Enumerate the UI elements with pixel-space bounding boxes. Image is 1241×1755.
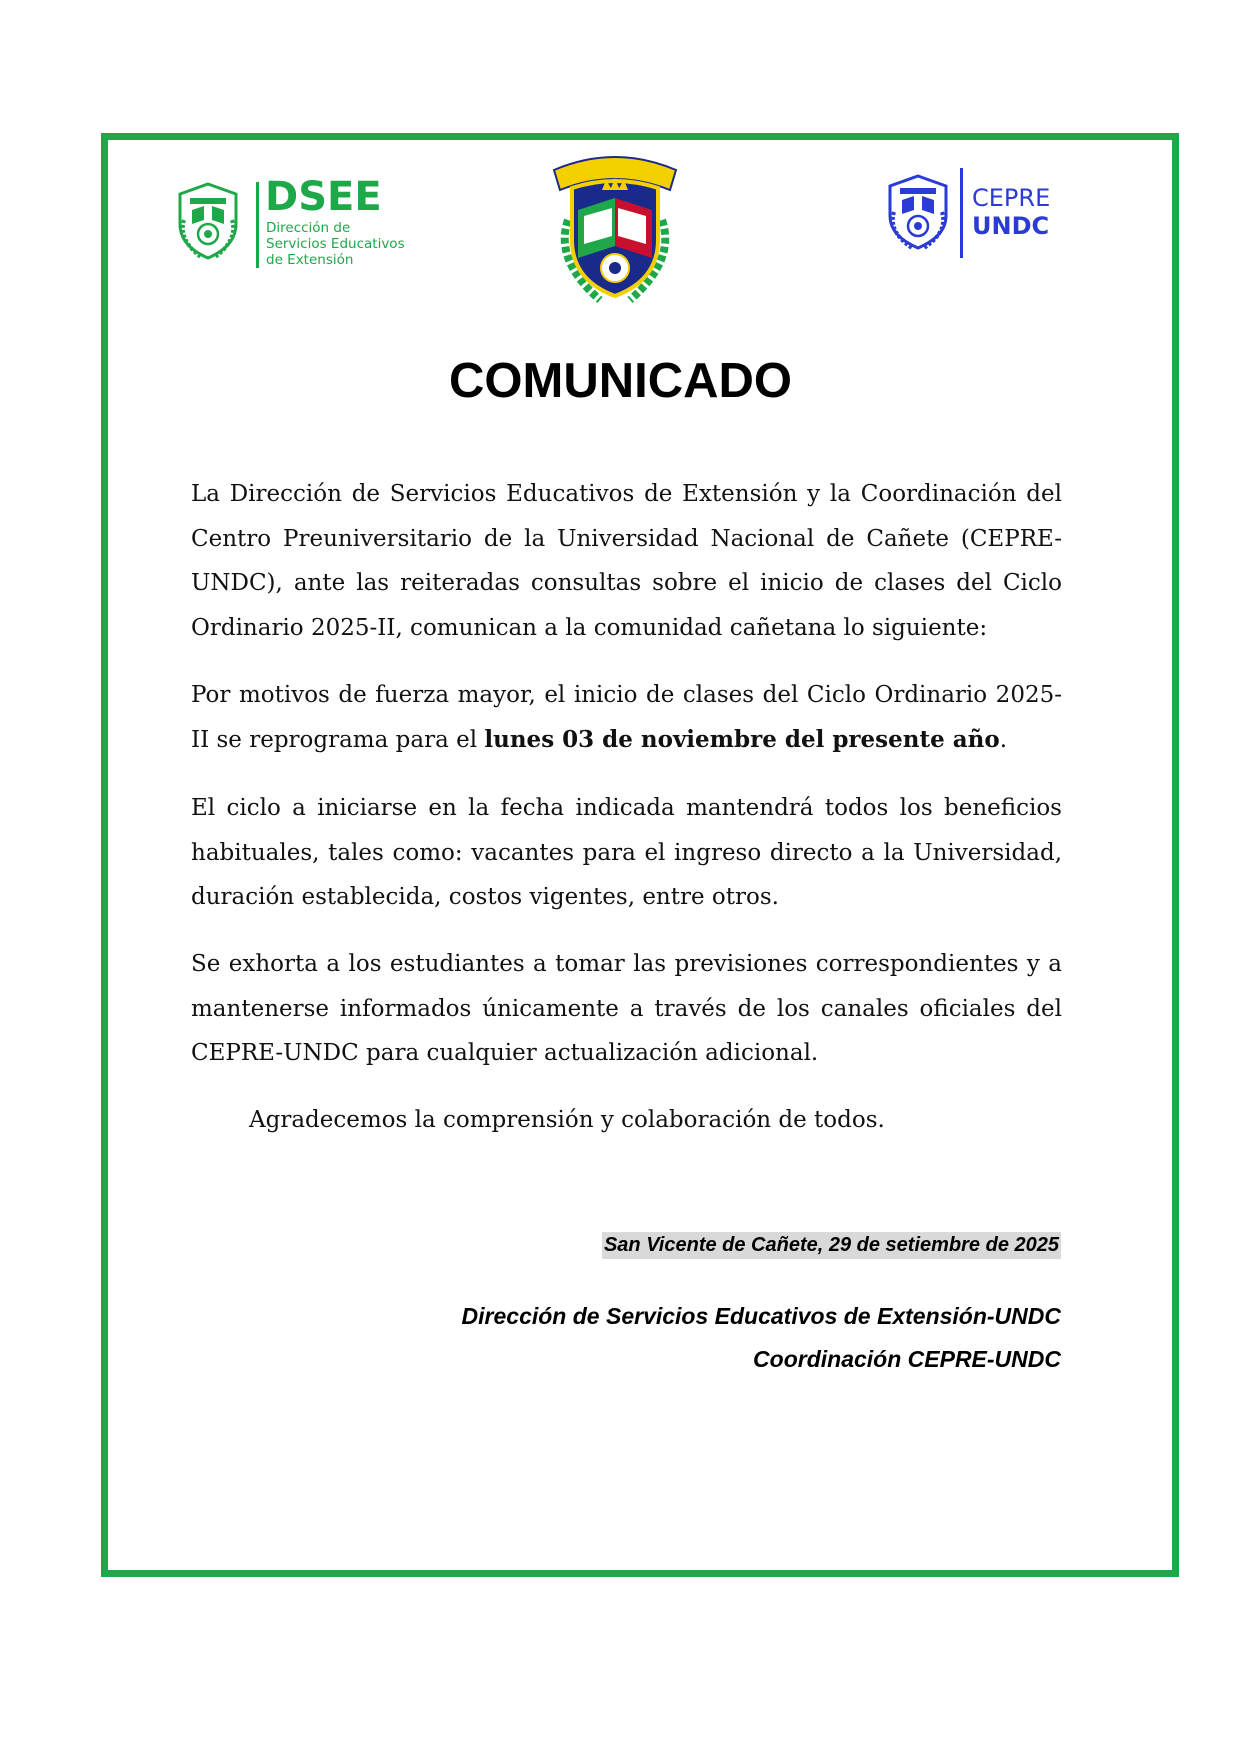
- signature-cepre: Coordinación CEPRE-UNDC: [753, 1346, 1061, 1372]
- paragraph-reschedule-end: .: [999, 726, 1007, 753]
- signature-dsee: Dirección de Servicios Educativos de Extensión-UNDC: [461, 1303, 1061, 1329]
- dsee-subtitle-line: Servicios Educativos: [266, 236, 405, 252]
- date-line: San Vicente de Cañete, 29 de setiembre de 2025: [602, 1232, 1061, 1259]
- paragraph-exhortation: Se exhorta a los estudiantes a tomar las previsiones correspondientes y a mantenerse informados únicamente a través de los canales oficiales del CEPRE-UNDC para cualquier actualización adicional.: [191, 951, 1062, 1066]
- cepre-divider: [960, 168, 963, 258]
- dsee-logo: [172, 174, 412, 270]
- dsee-title: DSEE: [265, 174, 382, 220]
- cepre-seal-icon: [880, 172, 956, 252]
- new-start-date: lunes 03 de noviembre del presente año: [484, 725, 1000, 753]
- cepre-logo: [880, 168, 1080, 258]
- dsee-seal-icon: [172, 180, 244, 262]
- dsee-subtitle: [266, 220, 405, 268]
- cepre-logo-line2: UNDC: [972, 212, 1050, 240]
- paragraph-benefits: El ciclo a iniciarse en la fecha indicada mantendrá todos los beneficios habituales, tales como: vacantes para el ingreso directo a la Universidad, duración establecida, costos vigentes, entre otros.: [191, 795, 1062, 910]
- paragraph-thanks: Agradecemos la comprensión y colaboración de todos.: [249, 1107, 885, 1133]
- dsee-subtitle-line: Dirección de: [266, 220, 351, 236]
- dsee-subtitle-line: de Extensión: [266, 252, 354, 268]
- university-crest-icon: [540, 150, 690, 310]
- cepre-logo-line1: CEPRE: [972, 184, 1051, 212]
- dsee-divider: [256, 182, 259, 268]
- paragraph-reschedule: [191, 673, 1062, 762]
- university-crest: [540, 150, 690, 310]
- paragraph-reschedule-text: Por motivos de fuerza mayor, el inicio de clases del Ciclo Ordinario 2025-II se reprograma para el: [191, 682, 1062, 753]
- document-title: COMUNICADO: [449, 354, 792, 408]
- paragraph-intro: La Dirección de Servicios Educativos de Extensión y la Coordinación del Centro Preuniversitario de la Universidad Nacional de Cañete (CEPRE-UNDC), ante las reiteradas consultas sobre el inicio de clases del Ciclo Ordinario 2025-II, comunican a la comunidad cañetana lo siguiente:: [191, 481, 1062, 641]
